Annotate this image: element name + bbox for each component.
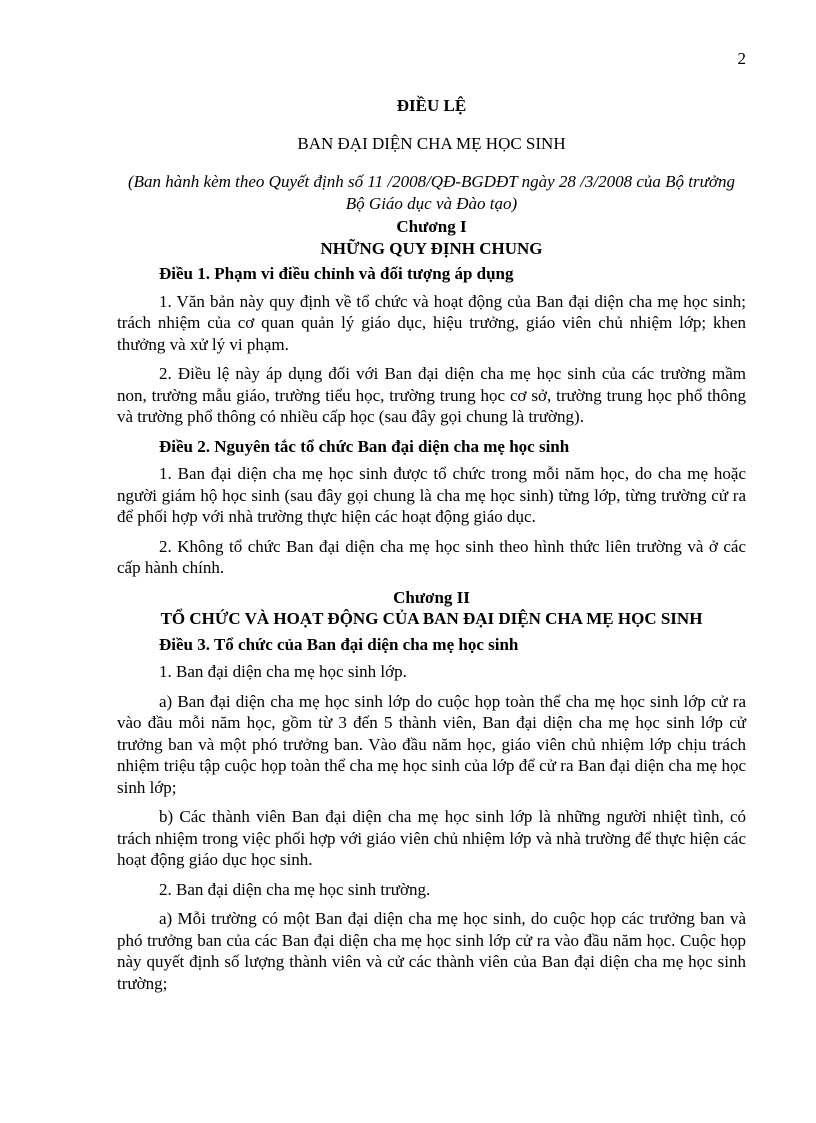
article-heading: Điều 3. Tổ chức của Ban đại diện cha mẹ học sinh: [159, 634, 519, 654]
article-paragraph: 2. Điều lệ này áp dụng đối với Ban đại diện cha mẹ học sinh của các trường mầm non, trường mẫu giáo, trường tiểu học, trường trung học cơ sở, trường trung học phổ thông và trường phổ thông có nhiều cấp học (sau đây gọi chung là trường).: [117, 364, 746, 426]
chapter-label: Chương II: [393, 587, 470, 607]
article-paragraph: a) Mỗi trường có một Ban đại diện cha mẹ học sinh, do cuộc họp các trưởng ban và phó trưởng ban của các Ban đại diện cha mẹ học sinh lớp cử ra vào đầu năm học. Cuộc họp này quyết định số lượng thành viên và cử các thành viên của Ban đại diện cha mẹ học sinh trường;: [117, 909, 746, 993]
article-paragraph: 1. Ban đại diện cha mẹ học sinh lớp.: [159, 662, 407, 681]
chapter-name: NHỮNG QUY ĐỊNH CHUNG: [320, 238, 543, 258]
article-paragraph: 2. Ban đại diện cha mẹ học sinh trường.: [159, 879, 431, 899]
document-title: ĐIỀU LỆ: [396, 96, 467, 115]
decree-note: (Ban hành kèm theo Quyết định số 11 /2008/QĐ-BGDĐT ngày 28 /3/2008 của Bộ trưởng Bộ Giáo dục và Đào tạo): [128, 172, 735, 213]
article-paragraph: 1. Ban đại diện cha mẹ học sinh được tổ chức trong mỗi năm học, do cha mẹ hoặc người giám hộ học sinh (sau đây gọi chung là cha mẹ học sinh) từng lớp, từng trường cử ra để phối hợp với nhà trường thực hiện các hoạt động giáo dục.: [117, 464, 746, 526]
document-body: [117, 95, 746, 1002]
article-paragraph: 2. Không tổ chức Ban đại diện cha mẹ học sinh theo hình thức liên trường và ở các cấp hành chính.: [117, 536, 746, 577]
article-heading: Điều 2. Nguyên tắc tổ chức Ban đại diện cha mẹ học sinh: [159, 436, 570, 456]
article-paragraph: 1. Văn bản này quy định về tổ chức và hoạt động của Ban đại diện cha mẹ học sinh; trách nhiệm của cơ quan quản lý giáo dục, hiệu trưởng, giáo viên chủ nhiệm lớp; khen thưởng và xử lý vi phạm.: [117, 291, 746, 354]
chapter-label: Chương I: [396, 217, 467, 236]
article-heading: Điều 1. Phạm vi điều chỉnh và đối tượng áp dụng: [159, 264, 514, 283]
article-paragraph: b) Các thành viên Ban đại diện cha mẹ học sinh lớp là những người nhiệt tình, có trách nhiệm trong việc phối hợp với giáo viên chủ nhiệm lớp và nhà trường để thực hiện các hoạt động giáo dục học sinh.: [117, 807, 746, 869]
chapter-name: TỔ CHỨC VÀ HOẠT ĐỘNG CỦA BAN ĐẠI DIỆN CHA MẸ HỌC SINH: [160, 609, 703, 628]
article-paragraph: a) Ban đại diện cha mẹ học sinh lớp do cuộc họp toàn thể cha mẹ học sinh lớp cử ra vào đầu mỗi năm học, gồm từ 3 đến 5 thành viên, Ban đại diện cha mẹ học sinh lớp cử trưởng ban và một phó trưởng ban. Vào đầu năm học, giáo viên chủ nhiệm lớp chịu trách nhiệm triệu tập cuộc họp toàn thể cha mẹ học sinh của lớp để cử ra Ban đại diện cha mẹ học sinh lớp;: [117, 691, 746, 797]
page-number: 2: [737, 49, 746, 68]
document-subtitle: BAN ĐẠI DIỆN CHA MẸ HỌC SINH: [297, 133, 566, 153]
